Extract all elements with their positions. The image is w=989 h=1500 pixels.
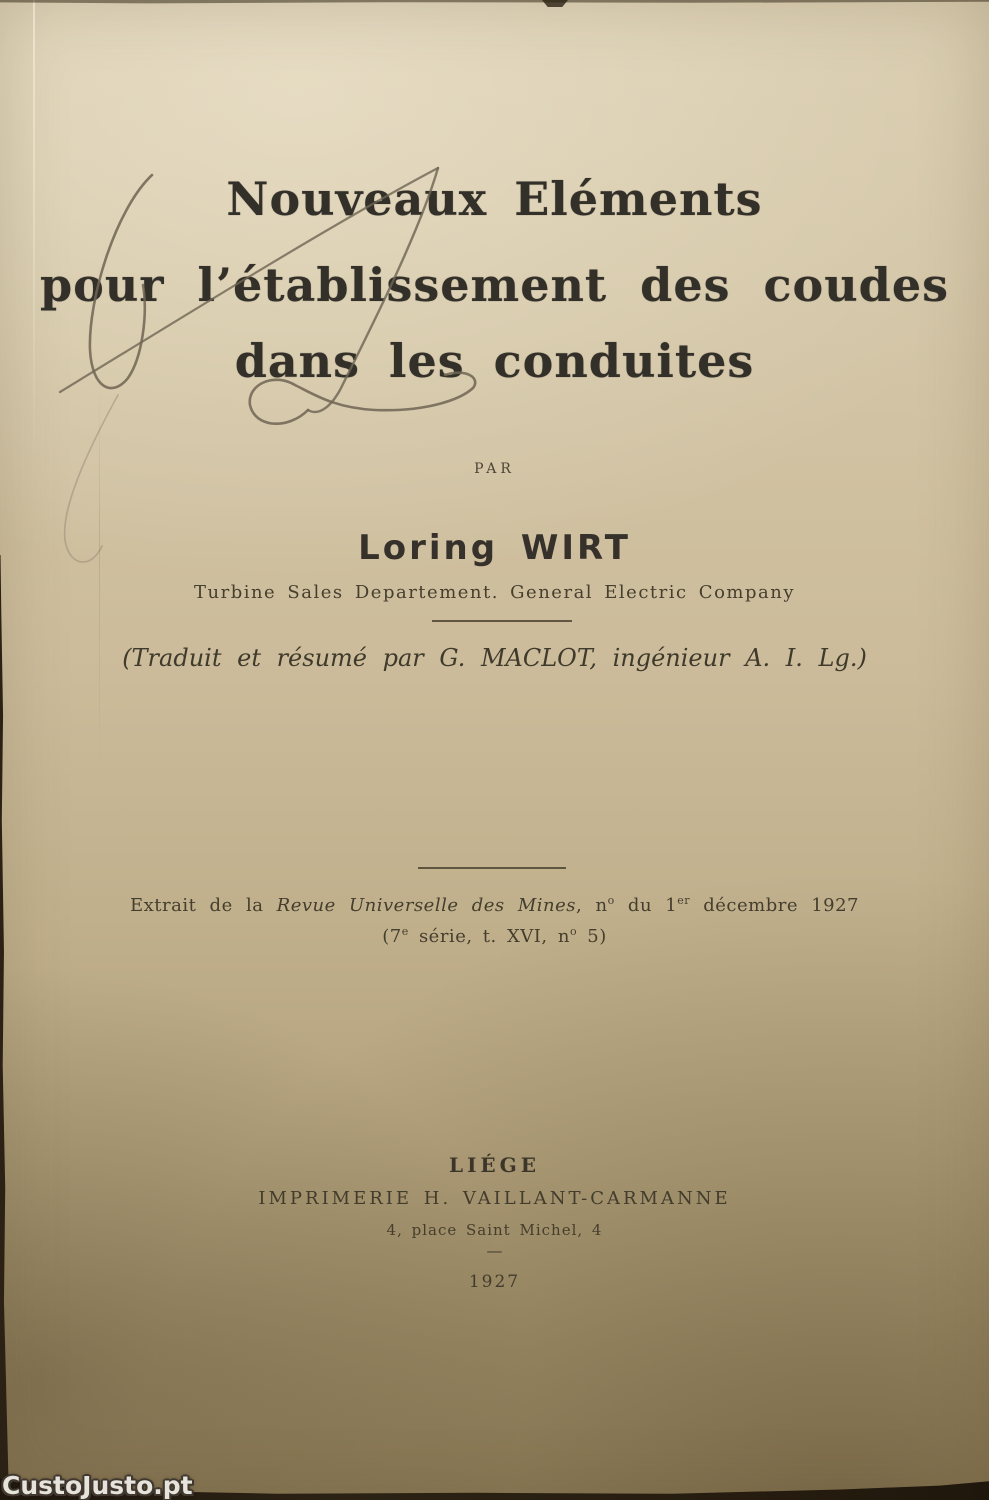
imprint-dash: —	[486, 1241, 503, 1260]
superscript-o: o	[569, 925, 578, 938]
paper-crease-center	[99, 380, 100, 780]
extrait-text: Extrait de la	[129, 895, 277, 916]
extrait-text: (7	[382, 926, 402, 947]
backdrop-left-edge	[0, 555, 9, 1500]
superscript-e: e	[401, 925, 409, 938]
title-line-1: Nouveaux Eléments	[226, 172, 763, 226]
extrait-text: décembre 1927	[690, 895, 860, 916]
extrait-line-2	[0, 926, 989, 947]
publisher-city: LIÉGE	[449, 1153, 540, 1177]
superscript-er: er	[677, 894, 690, 907]
extrait-line-1	[0, 895, 989, 916]
journal-name: Revue Universelle des Mines	[276, 895, 577, 916]
title-line-2: pour l’établissement des coudes	[40, 258, 949, 312]
extrait-text: , n	[576, 895, 608, 916]
divider-rule-1	[432, 620, 572, 622]
watermark-custojusto: CustoJusto.pt	[2, 1471, 193, 1500]
publisher-name: IMPRIMERIE H. VAILLANT-CARMANNE	[258, 1188, 731, 1209]
par-label: PAR	[474, 461, 515, 477]
backdrop-top-notch	[542, 0, 568, 7]
superscript-o: o	[607, 894, 615, 907]
title-line-3: dans les conduites	[234, 334, 755, 388]
extrait-text: du 1	[614, 895, 678, 916]
paper-crease-left	[33, 0, 35, 470]
publication-year: 1927	[468, 1272, 521, 1292]
author-affiliation: Turbine Sales Departement. General Electric Company	[193, 582, 795, 603]
author-name: Loring WIRT	[358, 528, 631, 568]
extrait-text: série, t. XVI, n	[408, 926, 570, 947]
extrait-text: 5)	[577, 926, 607, 947]
backdrop-top-edge	[0, 0, 989, 4]
publisher-address: 4, place Saint Michel, 4	[386, 1221, 603, 1239]
divider-rule-2	[418, 867, 566, 869]
translator-note: (Traduit et résumé par G. MACLOT, ingénieur A. I. Lg.)	[122, 644, 867, 672]
